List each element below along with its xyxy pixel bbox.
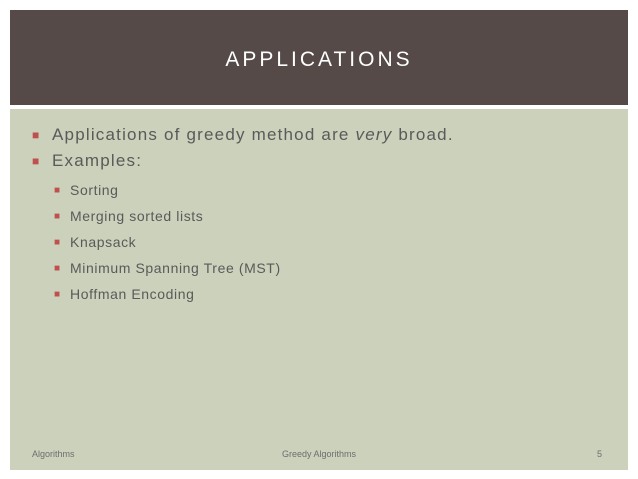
sub-bullet-sorting: ■ Sorting [54,182,119,198]
bullet-applications [32,122,612,148]
sub-bullet-hoffman: ■ Hoffman Encoding [54,286,195,302]
slide [10,10,628,470]
slide-content [32,122,612,307]
square-bullet-icon: ■ [54,236,61,248]
square-bullet-icon: ■ [54,288,61,300]
square-bullet-icon: ■ [32,154,41,168]
sub-bullet-knapsack: ■ Knapsack [54,234,137,250]
square-bullet-icon: ■ [32,128,41,142]
bullet-text: Applications of greedy method are very broad. [52,125,454,144]
bullet-examples [32,148,612,174]
page-number: 5 [596,449,602,459]
emphasis-text: very [355,125,393,144]
square-bullet-icon: ■ [54,210,61,222]
slide-header [10,10,628,109]
sub-bullet-mst: ■ Minimum Spanning Tree (MST) [54,260,281,276]
sub-bullet-merging: ■ Merging sorted lists [54,208,204,224]
footer-center: Greedy Algorithms [281,449,357,459]
sub-bullet-list [32,177,612,307]
footer-left: Algorithms [32,449,75,459]
square-bullet-icon: ■ [54,262,61,274]
square-bullet-icon: ■ [54,184,61,196]
bullet-text: Examples: [52,151,143,170]
slide-title: APPLICATIONS [225,48,413,71]
